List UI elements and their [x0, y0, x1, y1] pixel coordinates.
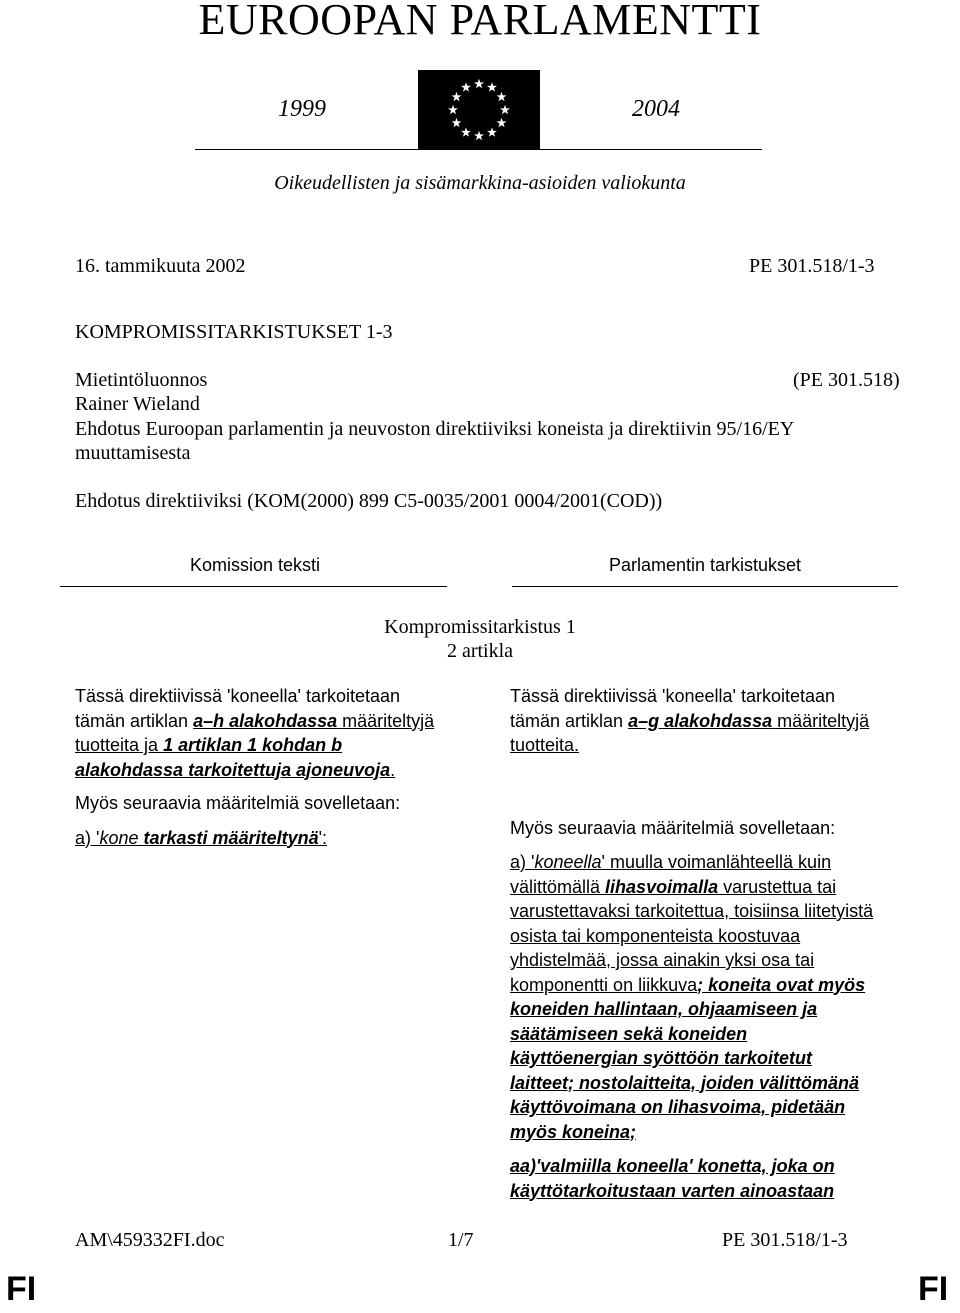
right-column-header: Parlamentin tarkistukset	[608, 555, 802, 575]
draft-reference: (PE 301.518)	[793, 369, 900, 391]
parliament-title: EUROOPAN PARLAMENTTI	[198, 0, 762, 44]
left-paragraph-1: Tässä direktiivissä 'koneella' tarkoitetaan tämän artiklan a–h alakohdassa määriteltyjä tuotteita ja 1 artiklan 1 kohdan b alakohdassa tarkoitettuja ajoneuvoja.	[75, 686, 435, 780]
footer-language-right: FI	[918, 1270, 949, 1308]
star-icon	[474, 131, 484, 140]
left-paragraph-2: Myös seuraavia määritelmiä sovelletaan:	[75, 793, 401, 813]
rapporteur: Rainer Wieland	[75, 393, 200, 415]
left-column-text	[75, 684, 445, 850]
right-paragraph-1: Tässä direktiivissä 'koneella' tarkoitetaan tämän artiklan a–g alakohdassa määriteltyjä tuotteita.	[510, 686, 870, 755]
year-end: 2004	[632, 96, 680, 122]
proposal-line-1: Ehdotus Euroopan parlamentin ja neuvoston direktiiviksi koneista ja direktiivin 95/16/EY	[75, 418, 795, 440]
draft-label: Mietintöluonnos	[75, 369, 208, 391]
right-column-rule	[512, 586, 898, 587]
document-title: KOMPROMISSITARKISTUKSET 1-3	[75, 321, 393, 343]
proposal-line-2: muuttamisesta	[75, 442, 191, 464]
proposal-reference: Ehdotus direktiiviksi (KOM(2000) 899 C5-0035/2001 0004/2001(COD))	[75, 490, 663, 512]
star-icon	[448, 105, 458, 114]
star-icon	[487, 127, 497, 136]
star-icon	[487, 82, 497, 91]
right-paragraph-4: aa)'valmiilla koneella' konetta, joka on käyttötarkoitustaan varten ainoastaan	[510, 1156, 835, 1201]
star-icon	[497, 118, 507, 127]
eu-stars-icon	[418, 70, 540, 150]
article-number: 2 artikla	[446, 640, 514, 662]
left-paragraph-3: a) 'kone tarkasti määriteltynä':	[75, 827, 328, 848]
left-column-rule	[60, 586, 447, 587]
star-icon	[452, 118, 462, 127]
right-column-text	[510, 684, 880, 1203]
star-icon	[474, 79, 484, 88]
document-reference: PE 301.518/1-3	[749, 255, 875, 277]
star-icon	[461, 82, 471, 91]
document-date: 16. tammikuuta 2002	[75, 255, 246, 277]
footer-page-number: 1/7	[448, 1229, 474, 1251]
right-paragraph-3: a) 'koneella' muulla voimanlähteellä kuin välittömällä lihasvoimalla varustettua tai varustettavaksi tarkoitettua, toisiinsa liitetyistä osista tai komponenteista koostuvaa yhdistelmää, jossa ainakin yksi osa tai komponentti on liikkuva; koneita ovat myös koneiden hallintaan, ohjaamiseen ja säätämiseen sekä koneiden käyttöenergian syöttöön tarkoitetut laitteet; nostolaitteita, joiden välittömänä käyttövoimana on lihasvoima, pidetään myös koneina;	[510, 852, 874, 1142]
footer-reference: PE 301.518/1-3	[722, 1229, 848, 1251]
footer-language-left: FI	[6, 1270, 37, 1308]
star-icon	[497, 92, 507, 101]
committee-name: Oikeudellisten ja sisämarkkina-asioiden valiokunta	[274, 172, 686, 194]
footer-document-name: AM\459332FI.doc	[75, 1229, 225, 1251]
amendment-title: Kompromissitarkistus 1	[384, 616, 576, 638]
star-icon	[461, 127, 471, 136]
star-icon	[500, 105, 510, 114]
right-paragraph-2: Myös seuraavia määritelmiä sovelletaan:	[510, 817, 836, 838]
eu-flag-logo	[418, 70, 540, 150]
year-start: 1999	[278, 96, 326, 122]
header-rule	[195, 149, 762, 150]
star-icon	[452, 92, 462, 101]
left-column-header: Komission teksti	[189, 555, 321, 575]
